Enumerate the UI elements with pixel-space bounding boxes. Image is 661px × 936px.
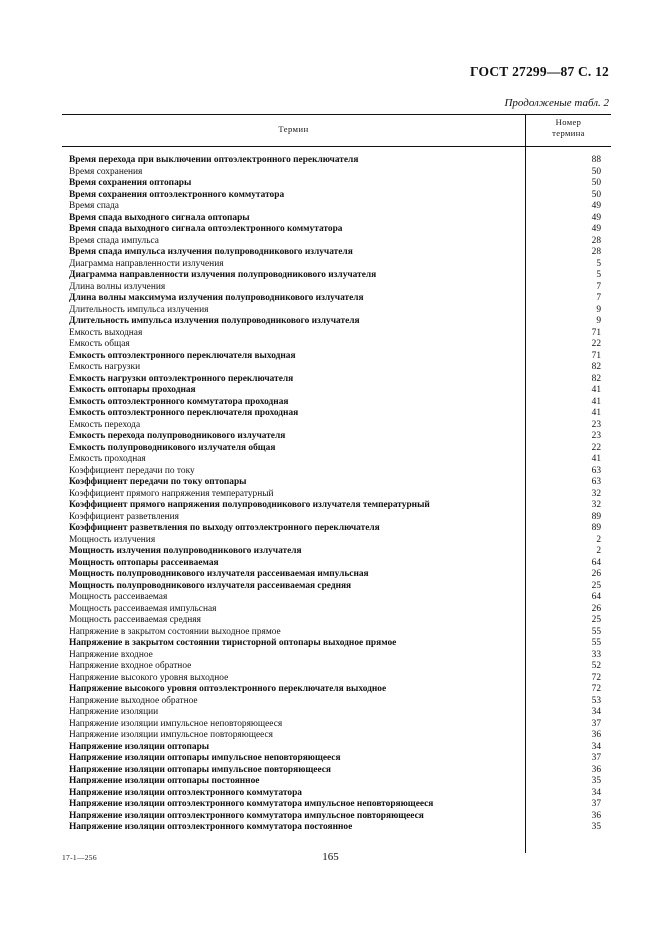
term-cell: Напряжение изоляции оптоэлектронного коммутатора импульсное повторяющееся <box>69 810 424 821</box>
table-row <box>62 155 611 167</box>
term-cell: Напряжение изоляции оптоэлектронного коммутатора постоянное <box>69 822 353 832</box>
term-number-cell: 9 <box>596 304 601 315</box>
term-cell: Мощность рассеиваемая <box>69 592 168 602</box>
term-cell: Мощность излучения <box>69 534 156 545</box>
table-row <box>62 765 611 777</box>
term-number-cell: 53 <box>591 695 601 706</box>
term-cell: Напряжение в закрытом состоянии выходное прямое <box>69 626 281 637</box>
term-cell: Мощность оптопары рассеиваемая <box>69 557 219 568</box>
table-row <box>62 477 611 489</box>
table-top-rule <box>62 114 611 115</box>
term-number-cell: 7 <box>596 281 601 292</box>
term-cell: Напряжение изоляции оптоэлектронного коммутатора импульсное неповторяющееся <box>69 799 434 809</box>
term-cell: Коэффициент разветвления <box>69 511 179 522</box>
term-cell: Мощность рассеиваемая импульсная <box>69 603 217 614</box>
term-cell: Напряжение изоляции импульсное неповторяющееся <box>69 718 283 729</box>
term-cell: Мощность излучения полупроводникового излучателя <box>69 546 302 556</box>
term-cell: Напряжение изоляции оптопары постоянное <box>69 776 260 786</box>
term-number-cell: 52 <box>591 661 601 671</box>
term-cell: Напряжение входное <box>69 649 153 660</box>
term-cell: Емкость нагрузки <box>69 362 141 372</box>
table-row <box>62 190 611 202</box>
term-cell: Длина волны максимума излучения полупроводникового излучателя <box>69 293 364 303</box>
term-number-cell: 33 <box>591 649 601 660</box>
table-row <box>62 558 611 570</box>
term-number-cell: 2 <box>596 546 601 556</box>
term-cell: Напряжение входное обратное <box>69 661 192 671</box>
term-cell: Диаграмма направленности излучения полупроводникового излучателя <box>69 270 377 280</box>
term-cell: Коэффициент передачи по току <box>69 465 195 476</box>
term-cell: Длительность импульса излучения <box>69 304 209 315</box>
table-row <box>62 615 611 627</box>
term-number-cell: 2 <box>596 534 601 545</box>
terms-table <box>62 114 611 853</box>
table-row <box>62 604 611 616</box>
column-header-term: Термин <box>278 124 309 134</box>
table-row <box>62 500 611 512</box>
term-number-cell: 63 <box>591 465 601 476</box>
term-cell: Время перехода при выключении оптоэлектронного переключателя <box>69 155 359 165</box>
term-number-cell: 49 <box>591 224 601 234</box>
table-row <box>62 420 611 432</box>
table-row <box>62 822 611 834</box>
term-cell: Диаграмма направленности излучения <box>69 258 224 269</box>
term-cell: Емкость выходная <box>69 327 143 338</box>
term-number-cell: 36 <box>591 730 601 740</box>
term-number-cell: 32 <box>591 488 601 499</box>
term-cell: Емкость общая <box>69 339 130 349</box>
table-row <box>62 546 611 558</box>
table-header-rule <box>62 146 611 147</box>
term-cell: Напряжение высокого уровня оптоэлектронного переключателя выходное <box>69 684 387 694</box>
table-row <box>62 431 611 443</box>
table-row <box>62 259 611 271</box>
term-number-cell: 7 <box>596 293 601 303</box>
column-header-number <box>526 117 611 139</box>
term-number-cell: 49 <box>591 201 601 211</box>
term-cell: Коэффициент прямого напряжения температурный <box>69 488 274 499</box>
term-number-cell: 34 <box>591 707 601 717</box>
term-cell: Емкость перехода <box>69 419 141 430</box>
term-cell: Коэффициент разветвления по выходу оптоэлектронного переключателя <box>69 523 380 533</box>
term-cell: Напряжение изоляции оптопары импульсное повторяющееся <box>69 764 331 775</box>
term-number-cell: 41 <box>591 454 601 464</box>
term-number-cell: 37 <box>591 753 601 763</box>
document-header: ГОСТ 27299—87 С. 12 <box>470 64 609 79</box>
term-cell: Время сохранения оптопары <box>69 178 192 188</box>
term-cell: Емкость проходная <box>69 454 146 464</box>
table-row <box>62 362 611 374</box>
table-row <box>62 696 611 708</box>
table-row <box>62 167 611 179</box>
table-row <box>62 742 611 754</box>
term-number-cell: 5 <box>596 258 601 269</box>
term-number-cell: 34 <box>591 741 601 752</box>
table-row <box>62 178 611 190</box>
term-number-cell: 25 <box>591 615 601 625</box>
table-row <box>62 466 611 478</box>
table-row <box>62 523 611 535</box>
term-cell: Мощность полупроводникового излучателя рассеиваемая средняя <box>69 580 352 591</box>
term-number-cell: 89 <box>591 523 601 533</box>
table-row <box>62 270 611 282</box>
table-row <box>62 661 611 673</box>
table-row <box>62 213 611 225</box>
term-cell: Напряжение изоляции оптоэлектронного коммутатора <box>69 787 302 798</box>
table-row <box>62 730 611 742</box>
term-number-cell: 22 <box>591 339 601 349</box>
term-cell: Емкость перехода полупроводникового излучателя <box>69 431 286 441</box>
table-row <box>62 443 611 455</box>
footer-print-code: 17-1—256 <box>62 853 97 862</box>
table-row <box>62 753 611 765</box>
term-number-cell: 89 <box>591 511 601 522</box>
term-number-cell: 72 <box>591 672 601 683</box>
term-number-cell: 37 <box>591 718 601 729</box>
term-number-cell: 28 <box>591 235 601 246</box>
term-number-cell: 34 <box>591 787 601 798</box>
table-continuation-label: Продолженые табл. 2 <box>504 97 609 109</box>
table-row <box>62 489 611 501</box>
table-row <box>62 776 611 788</box>
table-row <box>62 397 611 409</box>
table-row <box>62 650 611 662</box>
term-number-cell: 22 <box>591 442 601 453</box>
table-row <box>62 799 611 811</box>
term-number-cell: 55 <box>591 638 601 648</box>
table-row <box>62 339 611 351</box>
term-number-cell: 23 <box>591 431 601 441</box>
term-cell: Время сохранения <box>69 166 143 177</box>
table-row <box>62 374 611 386</box>
table-row <box>62 535 611 547</box>
table-row <box>62 236 611 248</box>
term-cell: Емкость полупроводникового излучателя общая <box>69 442 276 453</box>
term-number-cell: 35 <box>591 776 601 786</box>
table-row <box>62 385 611 397</box>
table-row <box>62 247 611 259</box>
table-row <box>62 811 611 823</box>
term-number-cell: 5 <box>596 270 601 280</box>
term-cell: Емкость оптоэлектронного переключателя проходная <box>69 408 299 418</box>
term-number-cell: 63 <box>591 477 601 487</box>
table-row <box>62 408 611 420</box>
table-row <box>62 224 611 236</box>
term-number-cell: 35 <box>591 822 601 832</box>
term-number-cell: 49 <box>591 212 601 223</box>
term-number-cell: 64 <box>591 592 601 602</box>
table-row <box>62 788 611 800</box>
table-row <box>62 684 611 696</box>
term-cell: Напряжение высокого уровня выходное <box>69 672 229 683</box>
term-cell: Длина волны излучения <box>69 281 166 292</box>
term-number-cell: 50 <box>591 178 601 188</box>
term-number-cell: 82 <box>591 362 601 372</box>
term-number-cell: 32 <box>591 500 601 510</box>
term-number-cell: 36 <box>591 810 601 821</box>
term-cell: Время сохранения оптоэлектронного коммутатора <box>69 189 285 200</box>
table-row <box>62 512 611 524</box>
column-header-number-line2: термина <box>552 128 585 138</box>
term-cell: Напряжение в закрытом состоянии тиристорной оптопары выходное прямое <box>69 638 397 648</box>
term-cell: Коэффициент передачи по току оптопары <box>69 477 247 487</box>
term-cell: Напряжение изоляции оптопары <box>69 741 210 752</box>
term-cell: Емкость оптопары проходная <box>69 385 196 395</box>
table-row <box>62 293 611 305</box>
term-number-cell: 26 <box>591 569 601 579</box>
term-cell: Напряжение выходное обратное <box>69 695 198 706</box>
table-row <box>62 592 611 604</box>
term-number-cell: 41 <box>591 396 601 407</box>
term-cell: Мощность полупроводникового излучателя рассеиваемая импульсная <box>69 569 369 579</box>
table-row <box>62 328 611 340</box>
table-row <box>62 282 611 294</box>
term-number-cell: 41 <box>591 408 601 418</box>
table-body <box>62 155 611 834</box>
term-cell: Напряжение изоляции импульсное повторяющееся <box>69 730 273 740</box>
term-number-cell: 25 <box>591 580 601 591</box>
term-cell: Время спада <box>69 201 119 211</box>
term-cell: Время спада выходного сигнала оптоэлектронного коммутатора <box>69 224 343 234</box>
term-number-cell: 26 <box>591 603 601 614</box>
table-row <box>62 305 611 317</box>
table-row <box>62 638 611 650</box>
term-cell: Емкость оптоэлектронного переключателя выходная <box>69 350 296 361</box>
page-number: 165 <box>322 851 339 863</box>
term-number-cell: 71 <box>591 350 601 361</box>
table-row <box>62 569 611 581</box>
term-number-cell: 37 <box>591 799 601 809</box>
term-number-cell: 64 <box>591 557 601 568</box>
term-number-cell: 71 <box>591 327 601 338</box>
term-number-cell: 55 <box>591 626 601 637</box>
term-number-cell: 88 <box>591 155 601 165</box>
term-cell: Мощность рассеиваемая средняя <box>69 615 201 625</box>
table-row <box>62 454 611 466</box>
term-cell: Длительность импульса излучения полупроводникового излучателя <box>69 316 360 326</box>
term-cell: Напряжение изоляции <box>69 707 159 717</box>
term-cell: Напряжение изоляции оптопары импульсное неповторяющееся <box>69 753 341 763</box>
term-cell: Емкость нагрузки оптоэлектронного переключателя <box>69 373 294 384</box>
term-number-cell: 50 <box>591 166 601 177</box>
table-row <box>62 719 611 731</box>
term-number-cell: 36 <box>591 764 601 775</box>
term-cell: Емкость оптоэлектронного коммутатора проходная <box>69 396 289 407</box>
term-cell: Коэффициент прямого напряжения полупроводникового излучателя температурный <box>69 500 430 510</box>
table-row <box>62 316 611 328</box>
column-header-number-line1: Номер <box>555 117 582 127</box>
term-number-cell: 72 <box>591 684 601 694</box>
term-number-cell: 41 <box>591 385 601 395</box>
term-cell: Время спада импульса <box>69 235 159 246</box>
table-row <box>62 351 611 363</box>
table-row <box>62 581 611 593</box>
term-cell: Время спада выходного сигнала оптопары <box>69 212 250 223</box>
table-row <box>62 707 611 719</box>
term-number-cell: 50 <box>591 189 601 200</box>
term-number-cell: 82 <box>591 373 601 384</box>
term-number-cell: 23 <box>591 419 601 430</box>
term-cell: Время спада импульса излучения полупроводникового излучателя <box>69 247 353 257</box>
table-row <box>62 627 611 639</box>
table-row <box>62 201 611 213</box>
term-number-cell: 28 <box>591 247 601 257</box>
term-number-cell: 9 <box>596 316 601 326</box>
table-row <box>62 673 611 685</box>
